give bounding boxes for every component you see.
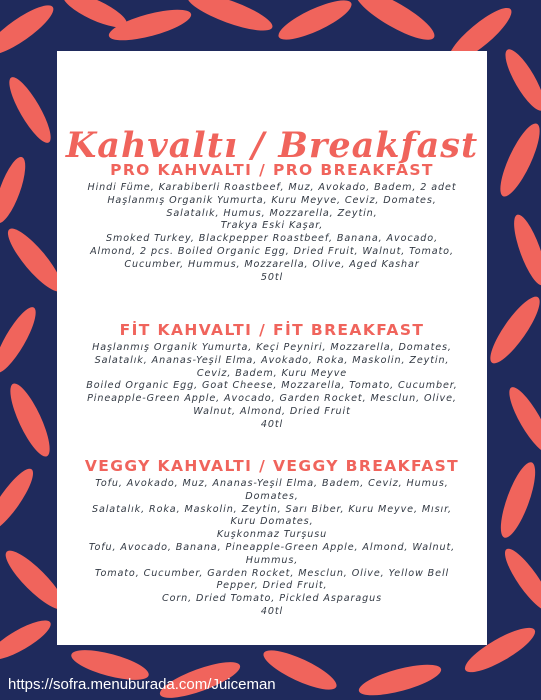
menu-card bbox=[57, 51, 487, 645]
menu-section-pro bbox=[57, 161, 487, 284]
leaf-shape bbox=[499, 45, 541, 116]
description-line: Tofu, Avokado, Muz, Ananas-Yeşil Elma, Badem, Ceviz, Humus, Domates, bbox=[95, 478, 449, 502]
section-description bbox=[82, 478, 462, 619]
section-title: PRO KAHVALTI / PRO BREAKFAST bbox=[110, 161, 434, 179]
description-line: Tofu, Avocado, Banana, Pineapple-Green Apple, Almond, Walnut, Hummus, bbox=[88, 541, 456, 566]
leaf-shape bbox=[498, 544, 541, 617]
leaf-shape bbox=[0, 614, 55, 666]
menu-section-veggy bbox=[57, 457, 487, 619]
leaf-shape bbox=[0, 0, 59, 62]
description-line: Kuşkonmaz Turşusu bbox=[216, 529, 328, 541]
section-title: FİT KAHVALTI / FİT BREAKFAST bbox=[119, 321, 425, 339]
leaf-shape bbox=[3, 379, 57, 461]
leaf-shape bbox=[350, 0, 440, 48]
price: 40tl bbox=[260, 418, 284, 430]
description-line: Boiled Organic Egg, Goat Cheese, Mozzarella, Tomato, Cucumber, Pineapple-Green Apple, Avocado, Garden Rocket, Mesclun, Olive, Walnut, Almond, Dried Fruit bbox=[86, 380, 458, 417]
leaf-shape bbox=[483, 291, 541, 369]
description-line: Corn, Dried Tomato, Pickled Asparagus bbox=[161, 593, 383, 605]
description-line: Hindi Füme, Karabiberli Roastbeef, Muz, Avokado, Badem, 2 adet Haşlanmış Organik Yumurta, Kuru Meyve, Ceviz, Domates, bbox=[87, 182, 457, 206]
section-description bbox=[82, 342, 462, 432]
leaf-shape bbox=[0, 154, 31, 227]
description-line: Salatalık, Roka, Maskolin, Zeytin, Sarı Biber, Kuru Meyve, Mısır, Kuru Domates, bbox=[91, 503, 453, 528]
description-line: Salatalık, Humus, Mozzarella, Zeytin, bbox=[166, 207, 378, 219]
menu-section-fit bbox=[57, 321, 487, 432]
leaf-shape bbox=[494, 459, 541, 542]
description-line: Smoked Turkey, Blackpepper Roastbeef, Banana, Avocado, Almond, 2 pcs. Boiled Organic Egg, Dried Fruit, Walnut, Tomato, Cucumber, Hummus, Mozzarella, Olive, Aged Kashar bbox=[90, 233, 454, 270]
section-title: VEGGY KAHVALTI / VEGGY BREAKFAST bbox=[84, 457, 460, 475]
section-description bbox=[82, 182, 462, 284]
source-url[interactable]: https://sofra.menuburada.com/Juiceman bbox=[8, 676, 276, 693]
leaf-shape bbox=[0, 464, 40, 537]
leaf-shape bbox=[184, 0, 276, 38]
description-line: Trakya Eski Kaşar, bbox=[220, 220, 324, 232]
leaf-shape bbox=[0, 303, 42, 378]
price: 40tl bbox=[260, 605, 284, 617]
leaf-shape bbox=[508, 211, 541, 288]
leaf-shape bbox=[274, 0, 356, 47]
description-line: Haşlanmış Organik Yumurta, Keçi Peyniri, Mozzarella, Domates, Salatalık, Ananas-Yeşil Elma, Avokado, Roka, Maskolin, Zeytin, Ceviz, Badem, Kuru Meyve bbox=[92, 342, 452, 379]
price: 50tl bbox=[260, 271, 284, 283]
leaf-shape bbox=[503, 383, 541, 458]
leaf-shape bbox=[3, 73, 58, 148]
page-title: Kahvaltı / Breakfast bbox=[65, 125, 479, 166]
description-line: Tomato, Cucumber, Garden Rocket, Mesclun, Olive, Yellow Bell Pepper, Dried Fruit, bbox=[94, 567, 450, 592]
leaf-shape bbox=[356, 658, 444, 700]
leaf-shape bbox=[493, 119, 541, 201]
